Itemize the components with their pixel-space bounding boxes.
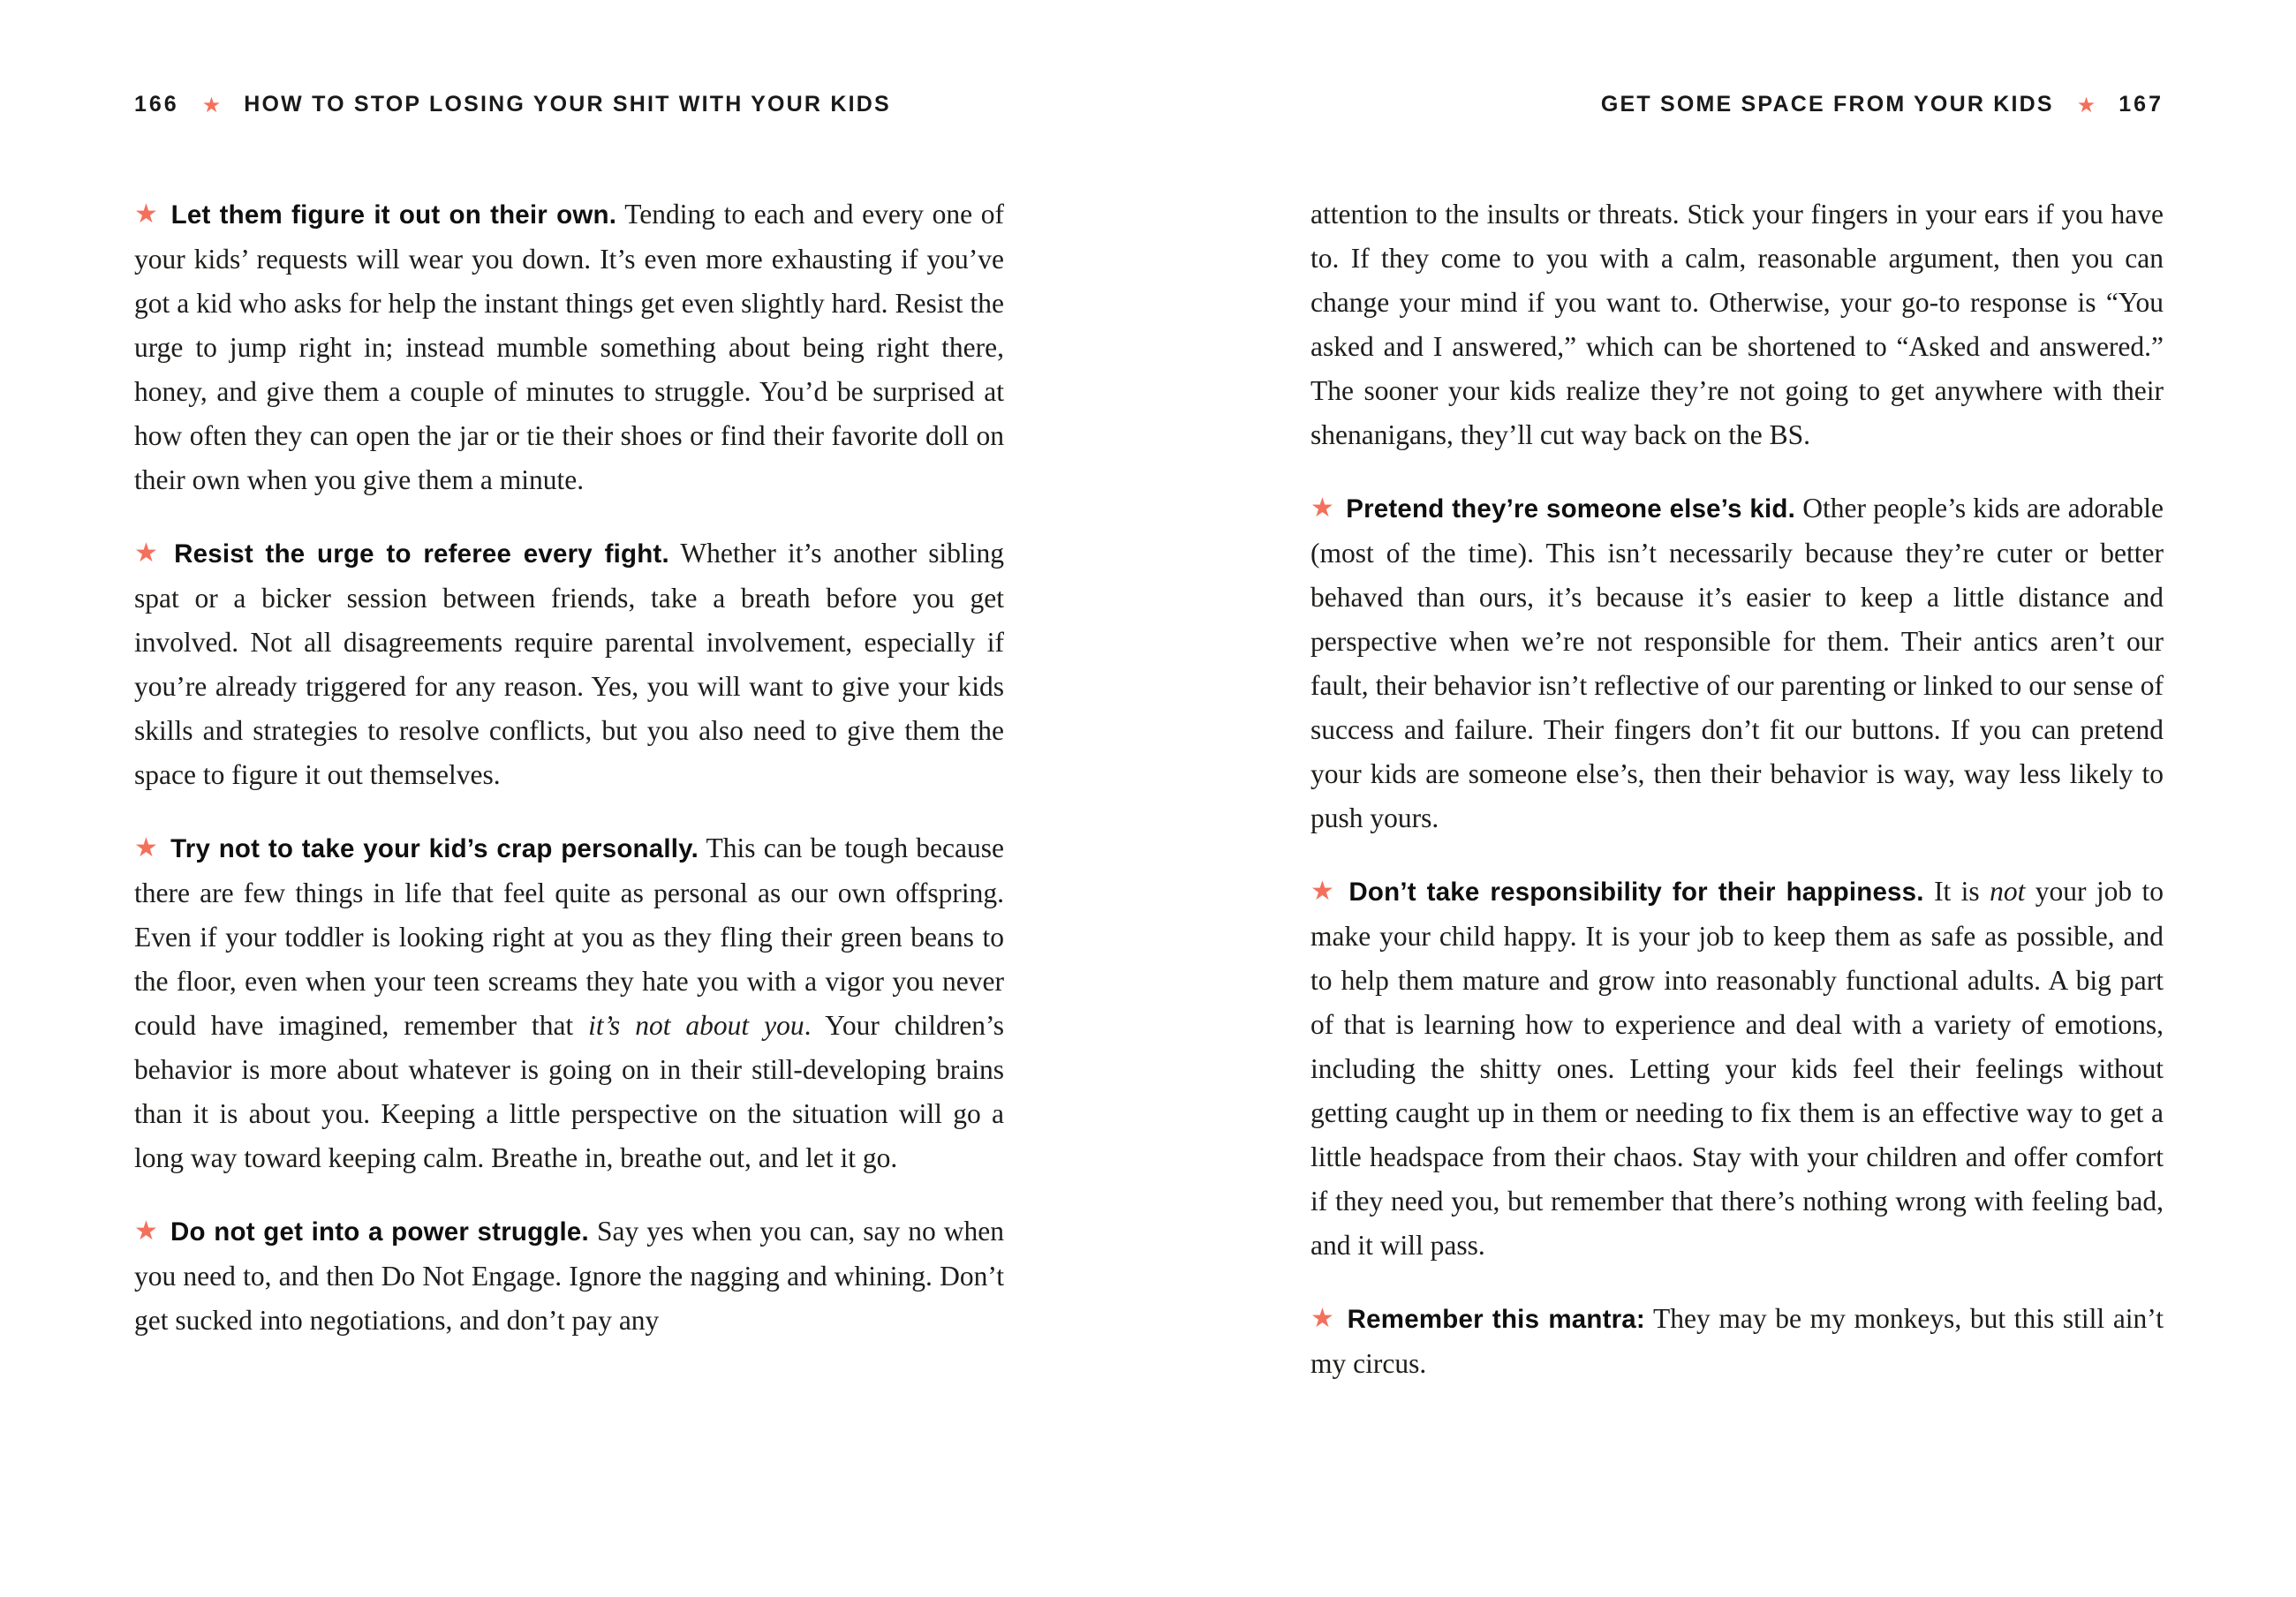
right-running-head: GET SOME SPACE FROM YOUR KIDS <box>1600 92 2054 117</box>
paragraph <box>134 1209 1004 1343</box>
paragraph-lead: Resist the urge to referee every fight. <box>174 539 669 569</box>
paragraph-body: They may be my monkeys, but this still ain’t my circus. <box>1310 1303 2164 1379</box>
paragraph <box>134 531 1004 797</box>
left-running-head: HOW TO STOP LOSING YOUR SHIT WITH YOUR KIDS <box>244 92 891 117</box>
paragraph-body: Say yes when you can, say no when you need to, and then Do Not Engage. Ignore the nagging and whining. Don’t get sucked into negotiations, and don’t pay any <box>134 1216 1005 1336</box>
paragraph <box>1310 1297 2164 1386</box>
star-bullet-icon: ★ <box>134 832 160 863</box>
star-bullet-icon: ★ <box>134 1216 160 1247</box>
header-star-icon: ★ <box>201 93 222 117</box>
paragraph <box>1310 192 2164 457</box>
paragraph-body-italic: not <box>1990 876 2026 907</box>
paragraph-lead: Let them figure it out on their own. <box>170 200 617 230</box>
star-bullet-icon: ★ <box>1310 1303 1336 1334</box>
paragraph-body: It is <box>1934 876 1990 907</box>
paragraph-body-italic: it’s not about you <box>588 1010 804 1041</box>
paragraph <box>1310 870 2164 1268</box>
paragraph-lead: Do not get into a power struggle. <box>170 1217 589 1247</box>
right-page-content <box>1310 192 2164 1386</box>
star-bullet-icon: ★ <box>1310 876 1338 907</box>
left-page-header <box>134 92 1004 120</box>
paragraph-body: . Your children’s behavior is more about whatever is going on in their still-developing brains than it is about you. Keeping a little perspective on the situation will go a long way toward keeping calm. Breathe in, breathe out, and let it go. <box>134 1010 1004 1173</box>
star-bullet-icon: ★ <box>134 538 163 569</box>
paragraph-body: Other people’s kids are adorable (most of the time). This isn’t necessarily because they’re cuter or better behaved than ours, it’s because it’s easier to keep a little distance and perspective when we’re not responsible for them. Their antics aren’t our fault, their behavior isn’t reflective of our parenting or linked to our sense of success and failure. Their fingers don’t fit our buttons. If you can pretend your kids are someone else’s, then their behavior is way, way less likely to push yours. <box>1310 493 2164 833</box>
paragraph-body: This can be tough because there are few things in life that feel quite as personal as our own offspring. Even if your toddler is looking right at you as they fling their green beans to the floor, even when your teen screams they hate you with a vigor you never could have imagined, remember that <box>134 832 1004 1041</box>
paragraph-lead: Try not to take your kid’s crap personally. <box>170 834 699 863</box>
right-page-number: 167 <box>2119 92 2164 117</box>
header-star-icon: ★ <box>2076 93 2096 117</box>
paragraph-lead: Don’t take responsibility for their happiness. <box>1348 878 1924 907</box>
star-bullet-icon: ★ <box>134 199 160 230</box>
paragraph <box>134 826 1004 1180</box>
paragraph <box>1310 486 2164 840</box>
right-page <box>1310 92 2164 1386</box>
star-bullet-icon: ★ <box>1310 493 1335 524</box>
paragraph-lead: Pretend they’re someone else’s kid. <box>1346 494 1796 524</box>
left-page-content <box>134 192 1004 1343</box>
paragraph-body: attention to the insults or threats. Stick your fingers in your ears if you have to. If they come to you with a calm, reasonable argument, then you can change your mind if you want to. Otherwise, your go-to response is “You asked and I answered,” which can be shortened to “Asked and answered.” The sooner your kids realize they’re not going to get anywhere with their shenanigans, they’ll cut way back on the BS. <box>1310 199 2164 450</box>
right-page-header <box>1310 92 2164 120</box>
paragraph-body: Tending to each and every one of your kids’ requests will wear you down. It’s even more exhausting if you’ve got a kid who asks for help the instant things get even slightly hard. Resist the urge to jump right in; instead mumble something about being right there, honey, and give them a couple of minutes to struggle. You’d be surprised at how often they can open the jar or tie their shoes or find their favorite doll on their own when you give them a minute. <box>134 199 1005 495</box>
left-page <box>134 92 1004 1343</box>
paragraph-body: Whether it’s another sibling spat or a bicker session between friends, take a breath before you get involved. Not all disagreements require parental involvement, especially if you’re already triggered for any reason. Yes, you will want to give your kids skills and strategies to resolve conflicts, but you also need to give them the space to figure it out themselves. <box>134 538 1004 790</box>
paragraph <box>134 192 1004 502</box>
left-page-number: 166 <box>134 92 179 117</box>
paragraph-lead: Remember this mantra: <box>1347 1305 1645 1334</box>
paragraph-body: your job to make your child happy. It is your job to keep them as safe as possible, and to help them mature and grow into reasonably functional adults. A big part of that is learning how to experience and deal with a variety of emotions, including the shitty ones. Letting your kids feel their feelings without getting caught up in them or needing to fix them is an effective way to get a little headspace from their chaos. Stay with your children and offer comfort if they need you, but remember that there’s nothing wrong with feeling bad, and it will pass. <box>1310 876 2164 1261</box>
